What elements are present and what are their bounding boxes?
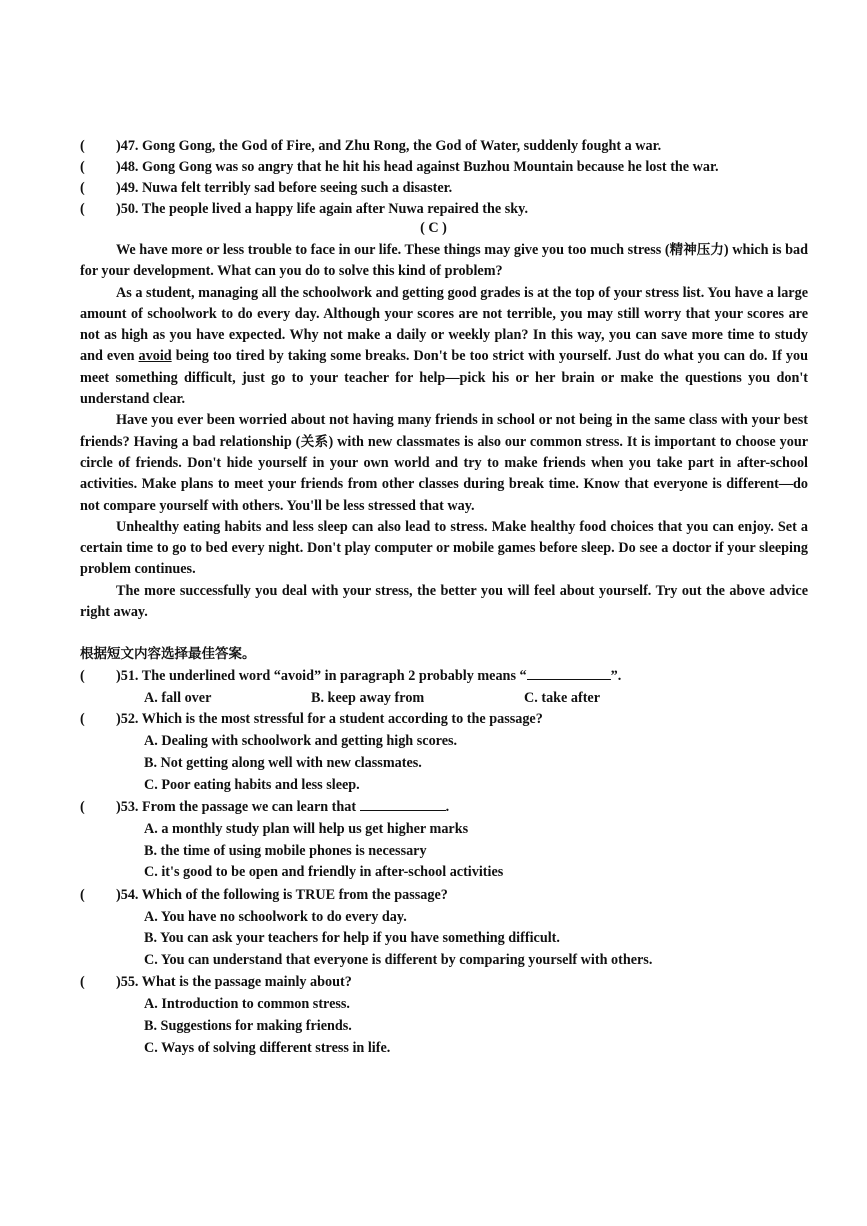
q53-option-c: C. it's good to be open and friendly in after-school activities — [144, 864, 504, 880]
q54-option-c: C. You can understand that everyone is different by comparing yourself with others. — [144, 952, 653, 968]
question-52: ( )52. Which is the most stressful for a student according to the passage? — [80, 711, 543, 727]
option-c: C. take after — [524, 690, 601, 706]
q53-option-a: A. a monthly study plan will help us get higher marks — [144, 821, 469, 837]
instruction: 根据短文内容选择最佳答案。 — [80, 646, 256, 662]
paragraph-4: Unhealthy eating habits and less sleep can also lead to stress. Make healthy food choices that you can enjoy. Set a certain time to go to bed every night. Don't play computer or mobile games before sleep. Do see a doctor if your sleeping problem continues. — [80, 518, 808, 578]
paragraph-5: The more successfully you deal with your stress, the better you will feel about yourself. Try out the above advice right away. — [80, 582, 808, 621]
reading-passage — [80, 240, 808, 623]
paragraph-3: Have you ever been worried about not having many friends in school or not being in the same class with your best friends? Having a bad relationship (关系) with new classmates is also our common stress. It is important to choose your circle of friends. Don't hide yourself in your own world and try to make friends when you take part in after-school activities. Make plans to meet your friends from other classes during break time. Know that everyone is different—do not compare yourself with others. You'll be less stressed that way. — [80, 412, 809, 514]
q53-option-b: B. the time of using mobile phones is necessary — [144, 843, 427, 859]
paragraph-2: As a student, managing all the schoolwork and getting good grades is at the top of your stress list. You have a large amount of schoolwork to do every day. Although your scores are not terrible, you may still worry that your scores are not as high as you have expected. Why not make a daily or weekly plan? In this way, you can save more time to study and even avoid being too tired by taking some breaks. Don't be too strict with yourself. Just do what you can do. If you meet something difficult, just go to your teacher for help—pick his or her brain or make the questions you don't understand clear. — [80, 284, 808, 408]
option-b: B. keep away from — [311, 690, 425, 706]
q52-option-b: B. Not getting along well with new classmates. — [144, 755, 422, 771]
underlined-word-avoid: avoid — [138, 348, 172, 365]
section-title: ( C ) — [420, 220, 447, 236]
tf-item-49: ( )49. Nuwa felt terribly sad before seeing such a disaster. — [80, 180, 453, 196]
question-51: ( )51. The underlined word “avoid” in paragraph 2 probably means “ ”. — [80, 668, 622, 684]
q54-option-b: B. You can ask your teachers for help if you have something difficult. — [144, 930, 560, 946]
q55-option-b: B. Suggestions for making friends. — [144, 1018, 352, 1034]
question-54: ( )54. Which of the following is TRUE from the passage? — [80, 887, 448, 903]
q52-option-a: A. Dealing with schoolwork and getting high scores. — [144, 733, 458, 749]
question-55: ( )55. What is the passage mainly about? — [80, 974, 352, 990]
tf-item-50: ( )50. The people lived a happy life again after Nuwa repaired the sky. — [80, 201, 529, 217]
q51-options — [144, 688, 600, 709]
answer-blank — [360, 798, 446, 811]
q55-option-c: C. Ways of solving different stress in life. — [144, 1040, 391, 1056]
q54-option-a: A. You have no schoolwork to do every day. — [144, 909, 407, 925]
q52-option-c: C. Poor eating habits and less sleep. — [144, 777, 360, 793]
answer-blank — [527, 667, 611, 680]
paragraph-1: We have more or less trouble to face in our life. These things may give you too much stress (精神压力) which is bad for your development. What can you do to solve this kind of problem? — [80, 242, 809, 280]
tf-item-48: ( )48. Gong Gong was so angry that he hit his head against Buzhou Mountain because he lost the war. — [80, 159, 719, 175]
q55-option-a: A. Introduction to common stress. — [144, 996, 350, 1012]
option-a: A. fall over — [144, 690, 212, 706]
question-53: ( )53. From the passage we can learn that . — [80, 799, 450, 815]
tf-item-47: ( )47. Gong Gong, the God of Fire, and Zhu Rong, the God of Water, suddenly fought a war. — [80, 138, 662, 154]
